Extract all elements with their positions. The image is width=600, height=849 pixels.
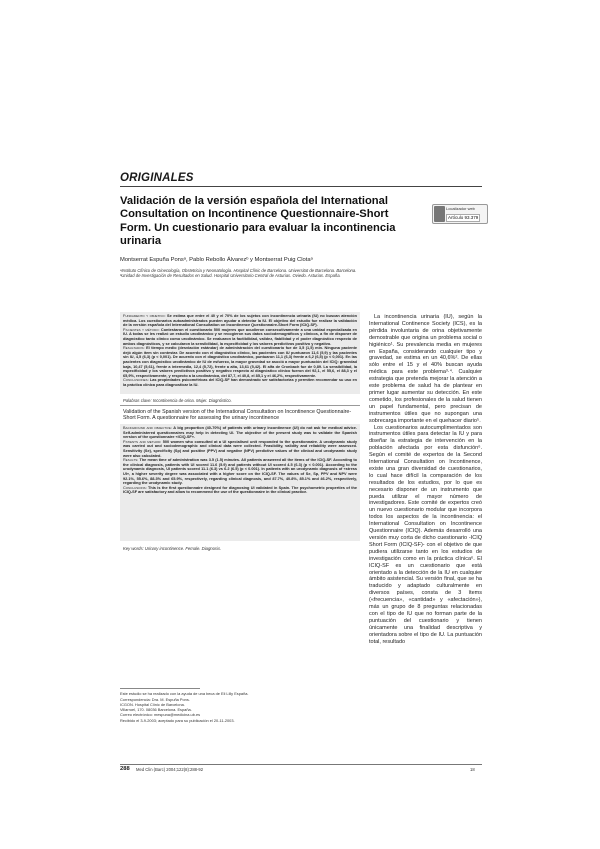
- abstract-english: [120, 424, 360, 541]
- abstract-text: 500 women who consulted at a UI specialised unit responded to the questionnaire. A urodynamic study was carried out and sociodemographic and clinical data were collected. Feasibility, validity and reliability were assessed. Sensitivity (Se), specificity (Sp) and positive (PPV) and negative (NPV) predictive values of the clinical and urodynamic study were also calculated.: [123, 439, 357, 458]
- journal-citation: Med Clin (Barc) 2004;122(8):288-92: [136, 767, 204, 772]
- correspondence: [120, 697, 360, 717]
- abstract-label: Resultados:: [123, 346, 145, 351]
- section-heading: ORIGINALES: [120, 172, 194, 184]
- funding-note: Este estudio se ha realizado con la ayuda de una beca de Eli Lilly España.: [120, 691, 249, 696]
- page-number: 288: [120, 766, 130, 772]
- abstract-label: Pacientes y método:: [123, 327, 160, 332]
- footer-rule: [120, 764, 482, 765]
- correspondence-email[interactable]: Correo electrónico: mespuna@medicina.ub.es: [120, 712, 201, 717]
- abstract-text: This is the first questionnaire designed for diagnosing UI validated in Spain. The psychometric properties of the ICIQ-SF are satisfactory and allow to recommend the use of the questionnaire in the clinical practice.: [123, 485, 357, 495]
- body-column: [369, 314, 482, 646]
- sheet-number: 18: [470, 767, 475, 772]
- correspondence-line: Correspondencia: Dra. M. Espuña Pons.: [120, 697, 190, 702]
- badge-article-id: Artículo 93.379: [448, 215, 479, 220]
- web-locator-badge[interactable]: [432, 204, 488, 224]
- keywords-spanish: Palabras clave: Incontinencia de orina. Mujer. Diagnóstico.: [123, 398, 232, 403]
- affiliation-b: ᵇUnidad de Investigación de Resultados en Salud. Hospital Universitario Central de Asturias. Oviedo. Asturias. España.: [120, 273, 341, 279]
- abstract-label: Conclusiones:: [123, 378, 149, 383]
- authors: Montserrat Espuña Ponsᵃ, Pablo Rebollo Álvarezᵇ y Montserrat Puig Clotaᵃ: [120, 257, 313, 263]
- abstract-text: The mean time of administration was 3.5 (1.5) minutes. All patients answered all the items of the ICIQ-SF. According to the clinical diagnosis, patients with UI scored 11.6 (5.9) and patients without UI scored 4.5 (6.3) (p < 0.001). According to the urodynamic diagnosis, UI patients scored 11.1 (6.3) vs 6.2 (6.5) (p < 0.001). In patients with an urodynamic diagnosis of «stress UI», a higher severity degree was associated with a higher score on the ICIQ-SF. The values of Se, Sp, PPV and NPV were 92.1%, 55.6%, 88.3% and 65.9%, respectively, regarding clinical diagnosis, and 87.7%, 40.8%, 85.1% and 46.2%, respectively, regarding the urodynamic study.: [123, 458, 357, 486]
- correspondence-line: Villarroel, 170. 08036 Barcelona. España.: [120, 707, 192, 712]
- footnotes: [120, 691, 360, 724]
- divider: [120, 405, 360, 406]
- correspondence-line: ICGON. Hospital Clínic de Barcelona.: [120, 702, 185, 707]
- abstract-label: Background and objective:: [123, 426, 172, 430]
- body-paragraph: La incontinencia urinaria (IU), según la International Continence Society (ICS), es la pérdida involuntaria de orina objetivamente demostrable que origina un problema social o higiénico¹. Su prevalencia media en mujeres en España, considerando cualquier tipo y gravedad, se estima en un 40,6%². De ellas sólo entre el 15 y el 40% buscan ayuda médica para este problema³·⁴. Cualquier estrategia que pretenda mejorar la atención a este problema de salud ha de plantear en primer lugar aumentar su detección. En este cometido, los profesionales de la salud tienen un papel fundamental, pero precisan de instrumentos útiles que no supongan una sobrecarga importante en el quehacer diario⁵.: [369, 314, 482, 424]
- english-title: Validation of the Spanish version of the International Consultation on Incontinence Questionnaire-Short Form. A questionnaire for assessing the urinary incontinence: [123, 409, 352, 422]
- abstract-text: Se estima que entre el 40 y el 70% de los sujetos con incontinencia urinaria (IU) no buscan atención médica. Los cuestionarios autoadministrados pueden ayudar a detectar la IU. El objetivo del estudio fue realizar la validación de la versión española del International Consultation on Incontinence Questionnaire-Short Form (ICIQ-SF).: [123, 314, 357, 328]
- abstract-text: El tiempo medio (desviación estándar) de administración del cuestionario fue de 3,5 (1,5) min. Ninguna paciente dejó algún ítem sin contestar. De acuerdo con el diagnóstico clínico, las pacientes con IU puntuaron 11,6 (5,9) y las pacientes sin IU, 4,5 (6,3) (p < 0,001). De acuerdo con el diagnóstico urodinámico, puntuaron 11,1 (6,3) frente a 6,2 (6,5) (p < 0,001). En las pacientes con diagnóstico urodinámico de IU de esfuerzo, la mayor gravedad se asoció a mayor puntuación del ICIQ: gravedad baja, 10,47 (5,61), frente a intermedia, 12,4 (5,72), frente a alta, 13,61 (5,42). El alfa de Cronbach fue de 0,89. La sensibilidad, la especificidad y los valores predictivos positivo y negativo respecto al diagnóstico clínico fueron del 92,1, el 55,6, el 88,3 y el 65,9%, respectivamente, y respecto a la urodinámica, del 87,7, el 40,8, el 85,1 y el 46,2%, respectivamente.: [123, 346, 357, 378]
- keywords-english: Key words: Urinary incontinence. Female. Diagnosis.: [123, 546, 222, 551]
- header-rule: [120, 186, 482, 187]
- abstract-spanish: [120, 312, 360, 394]
- locator-logo-icon: [434, 206, 445, 222]
- abstract-label: Patients and method:: [123, 439, 162, 444]
- received-dates: Recibido el 3-9-2003; aceptado para su publicación el 20-11-2003.: [120, 718, 235, 723]
- abstract-text: Contestaron el cuestionario 500 mujeres que acudieron consecutivamente a una unidad especializada en IU. A todas se les realizó un estudio urodinámico y se recogieron sus datos sociodemográficos y clínicos, a fin de disponer de diagnóstico tanto clínico como urodinámico. Se evaluaron la factibilidad, validez, fiabilidad y el poder diagnóstico respecto de ambos diagnósticos, y se calcularon la sensibilidad, la especificidad y los valores predictivos positivo y negativo.: [123, 327, 357, 346]
- abstract-label: Conclusions:: [123, 485, 147, 490]
- affiliations: [120, 268, 380, 279]
- abstract-label: Fundamento y objetivo:: [123, 314, 166, 318]
- body-paragraph: Los cuestionarios autocumplimentados son instrumentos útiles para detectar la IU y para diseñar la estrategia de intervención en la población afectada por esta disfunción⁶. Según el comité de expertos de la Second International Consultation on Incontinence, existe una gran diversidad de cuestionarios, lo cual hace difícil la comparación de los resultados de los estudios, por lo que es necesario disponer de un instrumento que pueda utilizar el mayor número de investigadores. Este comité de expertos creó un nuevo cuestionario modular que incorpora todos los aspectos de la incontinencia: el International Consultation on Incontinence Questionnaire (ICIQ). Además desarrolló una versión muy corta de dicho cuestionario -ICIQ Short Form (ICIQ-SF)- con el objetivo de que pudiera utilizarse tanto en los estudios de investigación como en la práctica clínica⁶. El ICIQ-SF es un cuestionario que está orientado a la detección de la IU en cualquier ámbito asistencial. Su versión final, que se ha traducido y adaptado culturalmente en diversos países, consta de 3 ítems («frecuencia», «cantidad» y «afectación»), más un grupo de 8 preguntas relacionadas con el tipo de IU que no forman parte de la puntuación del cuestionario y tienen únicamente una finalidad descriptiva y orientadora sobre el tipo de IU. La puntuación total, resultado: [369, 424, 482, 645]
- article-title: Validación de la versión española del International Consultation on Incontinence Questionnaire-Short Form. Un cuestionario para evaluar la incontinencia urinaria: [120, 195, 396, 247]
- abstract-text: Las propiedades psicométricas del ICIQ-SF han demostrado ser satisfactorias y permiten recomendar su uso en la práctica clínica para diagnosticar la IU.: [123, 378, 357, 387]
- affiliation-a: ᵃInstituto Clínico de Ginecología, Obstetricia y Neonatología. Hospital Clínic de Barcelona. Universitat de Barcelona. Barcelona.: [120, 268, 357, 273]
- badge-label: Localizador web: [446, 206, 475, 211]
- abstract-text: A big proportion (40-70%) of patients with urinary incontinence (UI) do not ask for medical advice. Self-administered questionnaires may help in detecting UI. The objective of the present study was to validate the Spanish version of the questionnaire «ICIQ-SF».: [123, 426, 357, 440]
- footnote-rule: [120, 688, 200, 689]
- abstract-label: Results:: [123, 458, 139, 463]
